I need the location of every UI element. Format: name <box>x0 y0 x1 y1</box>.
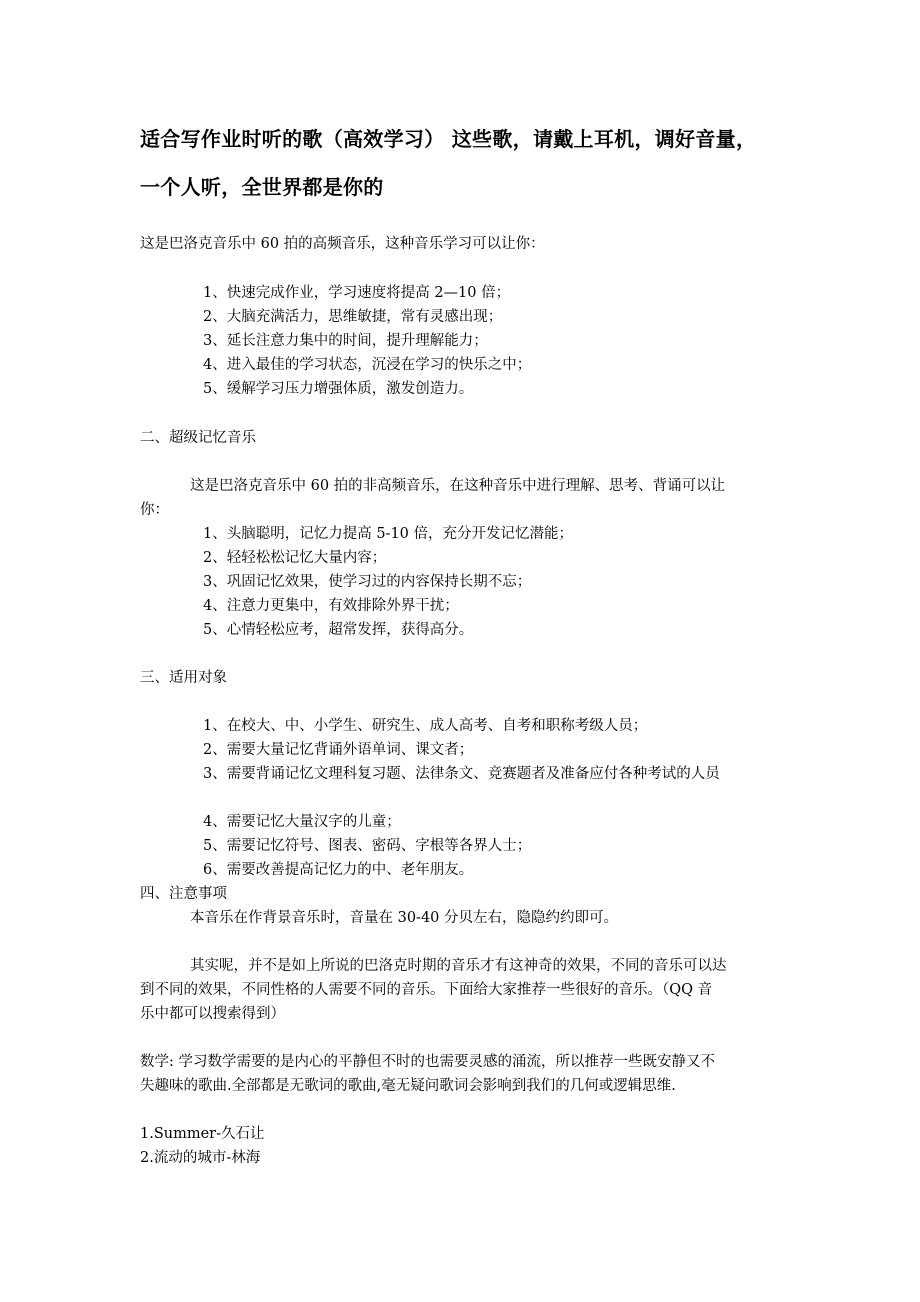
section4-note: 本音乐在作背景音乐时，音量在 30-40 分贝左右，隐隐约约即可。 <box>190 910 619 926</box>
section3-heading: 三、适用对象 <box>140 670 227 686</box>
title-line-2: 一个人听，全世界都是你的 <box>140 175 384 199</box>
math-line-1: 数学: 学习数学需要的是内心的平静但不时的也需要灵感的涌流，所以推荐一些既安静又不 <box>140 1054 715 1070</box>
section3-item-6: 6、需要改善提高记忆力的中、老年朋友。 <box>203 862 474 878</box>
section2-item-1: 1、头脑聪明，记忆力提高 5-10 倍，充分开发记忆潜能； <box>203 526 574 542</box>
math-line-2: 失趣味的歌曲.全部都是无歌词的歌曲,毫无疑问歌词会影响到我们的几何或逻辑思维. <box>140 1078 676 1094</box>
song-item-1: 1.Summer-久石让 <box>140 1126 265 1142</box>
section2-intro-line-1: 这是巴洛克音乐中 60 拍的非高频音乐，在这种音乐中进行理解、思考、背诵可以让 <box>190 478 726 494</box>
section2-item-2: 2、轻轻松松记忆大量内容； <box>203 550 387 566</box>
section1-item-5: 5、缓解学习压力增强体质，激发创造力。 <box>203 381 474 397</box>
paragraph-line-1: 其实呢，并不是如上所说的巴洛克时期的音乐才有这神奇的效果，不同的音乐可以达 <box>190 958 727 974</box>
section1-intro: 这是巴洛克音乐中 60 拍的高频音乐，这种音乐学习可以让你： <box>140 236 545 252</box>
section3-item-5: 5、需要记忆符号、图表、密码、字根等各界人士； <box>203 838 532 854</box>
section1-item-2: 2、大脑充满活力，思维敏捷，常有灵感出现； <box>203 309 503 325</box>
section4-heading: 四、注意事项 <box>140 886 227 902</box>
section3-item-2: 2、需要大量记忆背诵外语单词、课文者； <box>203 742 474 758</box>
section3-item-4: 4、需要记忆大量汉字的儿童； <box>203 814 401 830</box>
section1-item-3: 3、延长注意力集中的时间，提升理解能力； <box>203 333 488 349</box>
section2-heading: 二、超级记忆音乐 <box>140 430 256 446</box>
title-line-1: 适合写作业时听的歌（高效学习） 这些歌，请戴上耳机，调好音量， <box>140 127 757 151</box>
section3-item-3: 3、需要背诵记忆文理科复习题、法律条文、竞赛题者及准备应付各种考试的人员 <box>203 766 720 782</box>
song-item-2: 2.流动的城市-林海 <box>140 1150 261 1166</box>
section3-item-1: 1、在校大、中、小学生、研究生、成人高考、自考和职称考级人员； <box>203 718 648 734</box>
section2-intro-line-2: 你： <box>140 502 169 518</box>
section2-item-4: 4、注意力更集中，有效排除外界干扰； <box>203 598 459 614</box>
section2-item-3: 3、巩固记忆效果，使学习过的内容保持长期不忘； <box>203 574 532 590</box>
section2-item-5: 5、心情轻松应考，超常发挥，获得高分。 <box>203 622 474 638</box>
paragraph-line-3: 乐中都可以搜索得到） <box>140 1006 285 1022</box>
section1-item-4: 4、进入最佳的学习状态，沉浸在学习的快乐之中； <box>203 357 532 373</box>
paragraph-line-2: 到不同的效果，不同性格的人需要不同的音乐。下面给大家推荐一些很好的音乐。（QQ 音 <box>140 982 713 998</box>
section1-item-1: 1、快速完成作业，学习速度将提高 2—10 倍； <box>203 285 511 301</box>
